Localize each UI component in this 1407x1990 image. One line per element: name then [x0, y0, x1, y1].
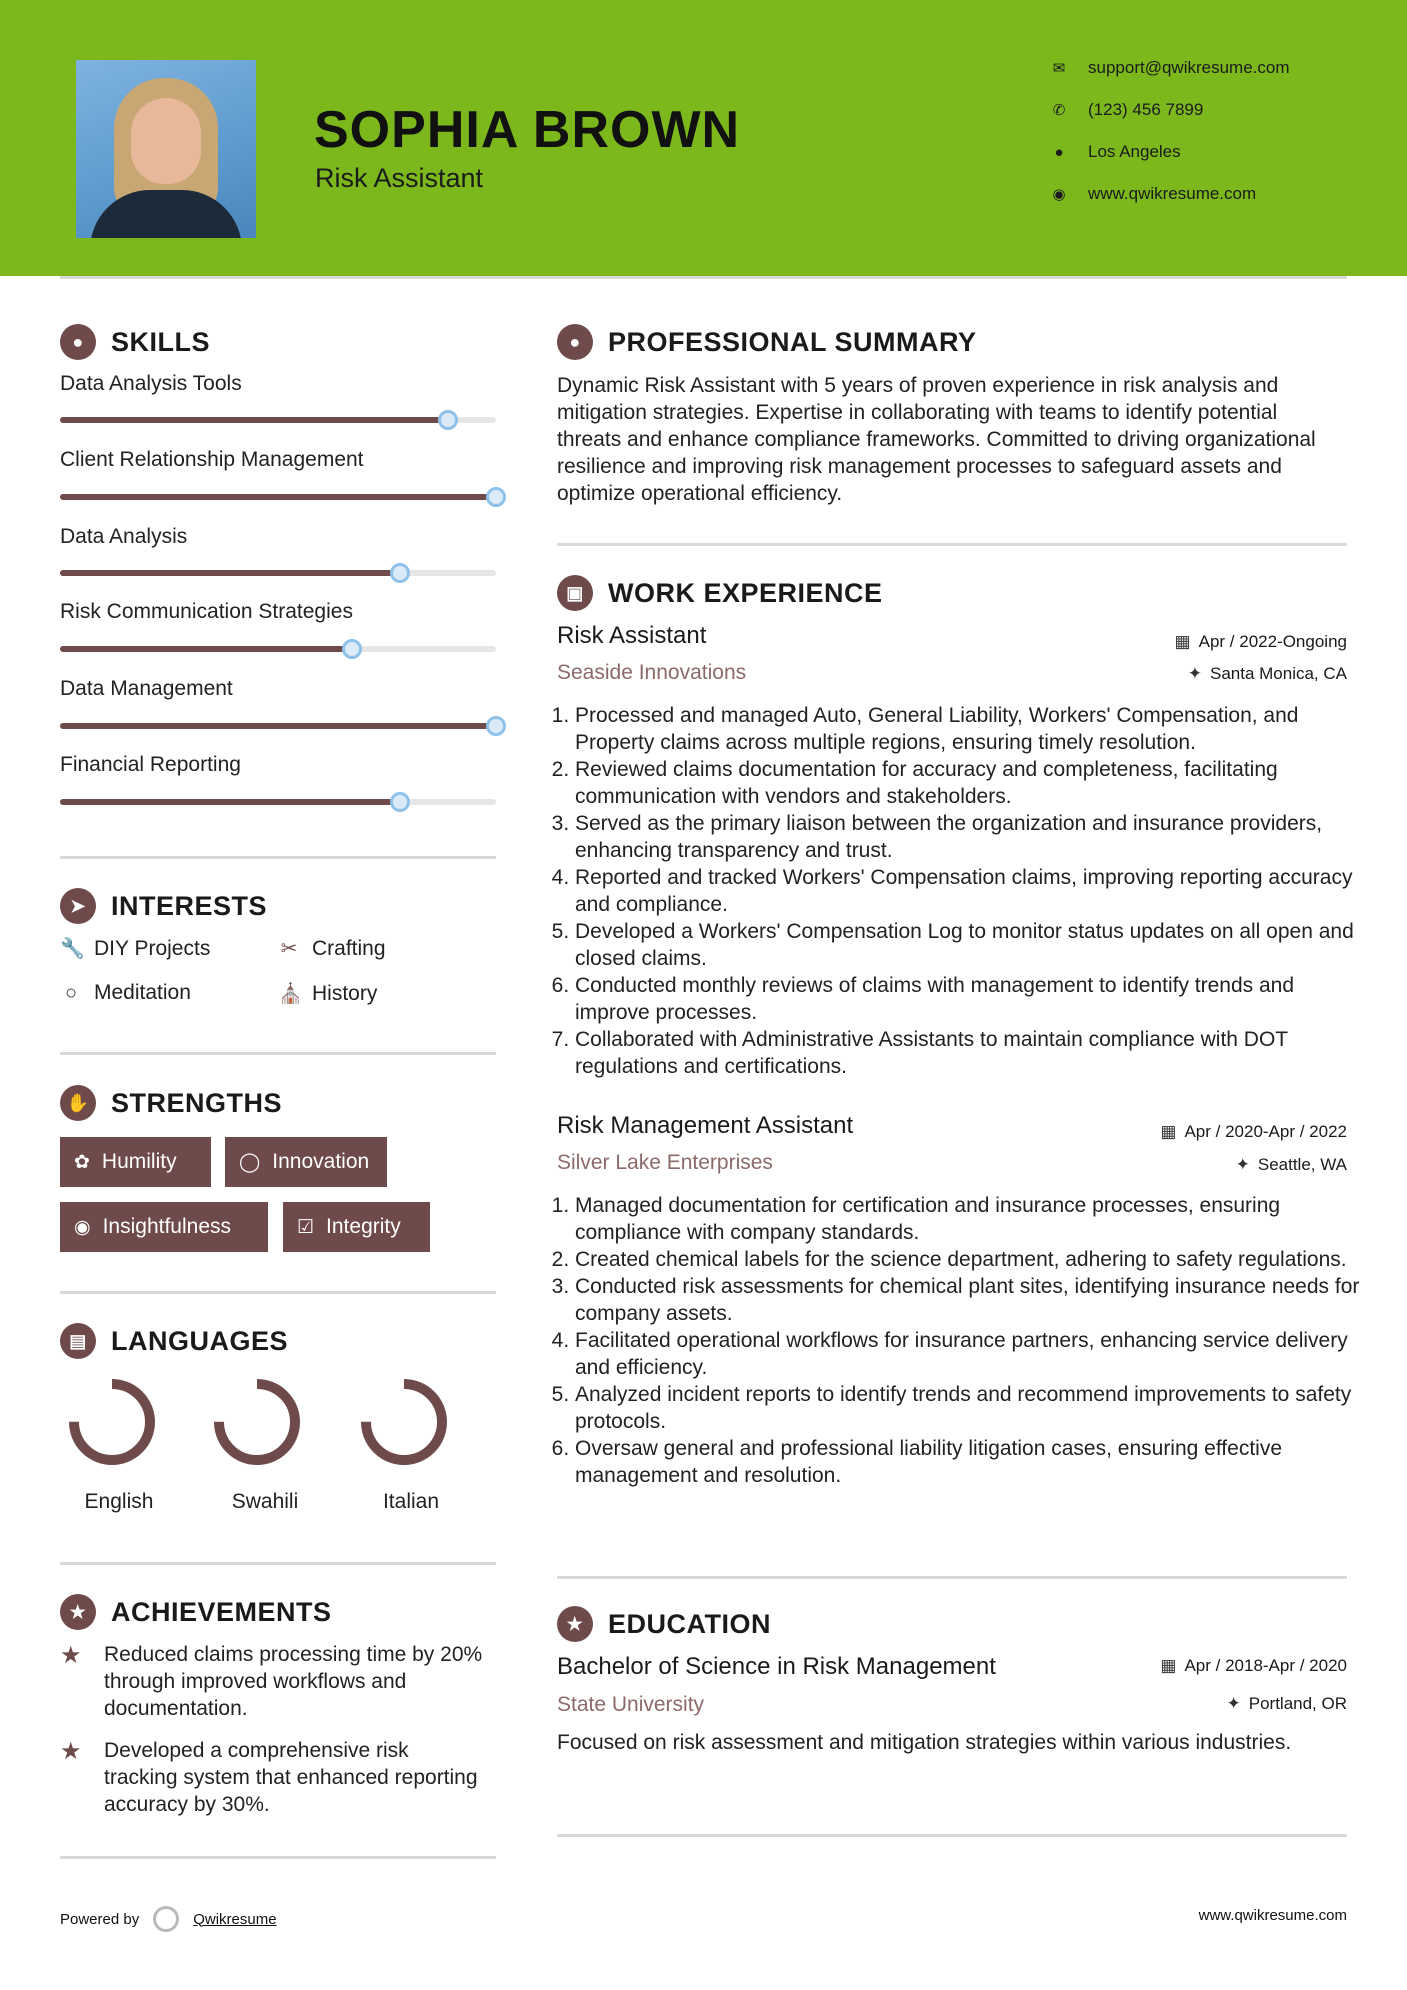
scissors-icon: ✂: [280, 938, 298, 960]
strength-tag: ☑ Integrity: [283, 1202, 430, 1252]
skill-bar-knob: [342, 639, 362, 659]
candidate-role: Risk Assistant: [315, 163, 484, 193]
strength-tag: ◯ Innovation: [225, 1137, 387, 1187]
duty-item: 5. Developed a Workers' Compensation Log to monitor status updates on all open and closed claims.: [575, 918, 1370, 972]
duty-item: 2. Created chemical labels for the science department, adhering to safety regulations.: [575, 1246, 1370, 1273]
pin-icon: ✦: [1235, 1155, 1250, 1174]
skill-bar: [60, 723, 496, 729]
pin-icon: ✦: [1226, 1694, 1241, 1713]
id-card-icon: ▤: [60, 1323, 96, 1359]
calendar-icon: ▦: [1160, 1122, 1177, 1141]
skill-bar-knob: [390, 563, 410, 583]
leaf-icon: ✿: [74, 1151, 90, 1173]
skill-bar-knob: [486, 716, 506, 736]
pin-icon: ✦: [1187, 664, 1202, 683]
skill-bar: [60, 646, 496, 652]
section-divider: [60, 1291, 496, 1294]
paper-plane-icon: ➤: [60, 888, 96, 924]
hand-icon: ✋: [60, 1085, 96, 1121]
achievement-item: ★ Developed a comprehensive risk tracking system that enhanced reporting accuracy by 30%.: [60, 1738, 478, 1816]
skill-bar: [60, 494, 496, 500]
job-title: Risk Assistant: [557, 622, 707, 649]
duty-item: 1. Managed documentation for certification and insurance processes, ensuring compliance with company standards.: [575, 1192, 1370, 1246]
duty-item: 3. Conducted risk assessments for chemical plant sites, identifying insurance needs for company assets.: [575, 1273, 1370, 1327]
candidate-name: SOPHIA BROWN: [314, 101, 741, 159]
lightbulb-icon: ●: [60, 324, 96, 360]
achievements-heading: ★ ACHIEVEMENTS: [60, 1594, 332, 1630]
duty-item: 6. Oversaw general and professional liability litigation cases, ensuring effective management and resolution.: [575, 1435, 1370, 1489]
skill-label: Financial Reporting: [60, 753, 241, 776]
eye-icon: ◉: [74, 1216, 91, 1238]
language-label: Italian: [382, 1490, 440, 1513]
company-name: Seaside Innovations: [557, 661, 747, 684]
duty-item: 4. Facilitated operational workflows for insurance partners, enhancing service delivery and efficiency.: [575, 1327, 1370, 1381]
circle-icon: ○: [64, 981, 78, 1004]
footer-powered-by: Powered by Qwikresume: [60, 1906, 277, 1932]
contact-location: ● Los Angeles: [1050, 142, 1181, 162]
interest-item: ⛪ History: [278, 981, 378, 1005]
education-dates: ▦ Apr / 2018-Apr / 2020: [1160, 1656, 1347, 1675]
section-divider: [557, 1834, 1347, 1837]
interests-heading: ➤ INTERESTS: [60, 888, 267, 924]
summary-text: Dynamic Risk Assistant with 5 years of proven experience in risk analysis and mitigation strategies. Expertise in collaborating with teams to identify potential threats and enhance compliance frameworks. Committed to driving organizational resilience and improving risk management processes to safeguard assets and optimize operational efficiency.: [557, 374, 1316, 505]
calendar-icon: ▦: [1174, 632, 1191, 651]
museum-icon: ⛪: [278, 983, 303, 1005]
strength-tag: ◉ Insightfulness: [60, 1202, 268, 1252]
contact-phone[interactable]: ✆ (123) 456 7899: [1050, 100, 1203, 120]
user-icon: ●: [557, 324, 593, 360]
skills-heading: ● SKILLS: [60, 324, 210, 360]
duty-item: 4. Reported and tracked Workers' Compensation claims, improving reporting accuracy and compliance.: [575, 864, 1370, 918]
job-dates: ▦ Apr / 2022-Ongoing: [1174, 632, 1347, 651]
interest-item: ○ Meditation: [60, 981, 191, 1005]
language-ring: [360, 1378, 448, 1466]
calendar-icon: ▦: [1160, 1656, 1177, 1675]
profile-photo: [76, 60, 256, 238]
education-text: Focused on risk assessment and mitigation strategies within various industries.: [557, 1731, 1292, 1754]
job-title: Risk Management Assistant: [557, 1112, 854, 1139]
star-badge-icon: ★: [60, 1594, 96, 1630]
section-divider: [60, 1562, 496, 1565]
job-dates: ▦ Apr / 2020-Apr / 2022: [1160, 1122, 1347, 1141]
brand-link[interactable]: Qwikresume: [193, 1910, 277, 1928]
duty-item: 6. Conducted monthly reviews of claims with management to identify trends and improve processes.: [575, 972, 1370, 1026]
job-duties: [557, 1192, 1370, 1489]
skill-bar: [60, 417, 496, 423]
strength-tag: ✿ Humility: [60, 1137, 211, 1187]
check-square-icon: ☑: [297, 1216, 315, 1238]
star-icon: ★: [60, 1642, 82, 1669]
school-name: State University: [557, 1693, 705, 1716]
interest-item: 🔧 DIY Projects: [60, 936, 211, 960]
duty-item: 7. Collaborated with Administrative Assistants to maintain compliance with DOT regulations and certifications.: [575, 1026, 1370, 1080]
section-divider: [557, 1576, 1347, 1579]
job-duties: [557, 702, 1370, 1080]
duty-item: 5. Analyzed incident reports to identify trends and recommend improvements to safety protocols.: [575, 1381, 1370, 1435]
map-pin-icon: ●: [1054, 143, 1064, 161]
skill-bar-knob: [486, 487, 506, 507]
skill-bar: [60, 799, 496, 805]
job-location: ✦ Seattle, WA: [1235, 1155, 1347, 1174]
globe-icon: ◉: [1052, 186, 1066, 203]
lightbulb-icon: ◯: [239, 1151, 261, 1173]
achievement-item: ★ Reduced claims processing time by 20% through improved workflows and documentation.: [60, 1642, 483, 1720]
duty-item: 3. Served as the primary liaison between the organization and insurance providers, enhancing transparency and trust.: [575, 810, 1370, 864]
skill-bar: [60, 570, 496, 576]
skill-label: Data Analysis Tools: [60, 372, 242, 395]
skill-label: Client Relationship Management: [60, 448, 364, 471]
phone-icon: ✆: [1052, 102, 1066, 119]
section-divider: [60, 1052, 496, 1055]
company-name: Silver Lake Enterprises: [557, 1151, 773, 1174]
language-ring: [68, 1378, 156, 1466]
contact-email[interactable]: ✉ support@qwikresume.com: [1050, 58, 1290, 78]
section-divider: [60, 856, 496, 859]
header-banner: [0, 0, 1407, 276]
education-heading: ★ EDUCATION: [557, 1606, 771, 1642]
qwikresume-logo-icon: [153, 1906, 179, 1932]
languages-heading: ▤ LANGUAGES: [60, 1323, 288, 1359]
interest-item: ✂ Crafting: [278, 936, 386, 961]
language-ring: [213, 1378, 301, 1466]
section-divider: [557, 543, 1347, 546]
skill-bar-knob: [390, 792, 410, 812]
envelope-icon: ✉: [1052, 60, 1066, 77]
header-divider: [60, 276, 1347, 279]
language-label: Swahili: [231, 1490, 299, 1513]
degree-title: Bachelor of Science in Risk Management: [557, 1653, 996, 1680]
briefcase-icon: ▣: [557, 575, 593, 611]
skill-label: Data Analysis: [60, 525, 188, 548]
strengths-heading: ✋ STRENGTHS: [60, 1085, 282, 1121]
duty-item: 1. Processed and managed Auto, General Liability, Workers' Compensation, and Property claims across multiple regions, ensuring timely resolution.: [575, 702, 1370, 756]
skill-label: Risk Communication Strategies: [60, 600, 353, 623]
job-location: ✦ Santa Monica, CA: [1187, 664, 1347, 683]
footer-url[interactable]: www.qwikresume.com: [1198, 1907, 1347, 1924]
duty-item: 2. Reviewed claims documentation for accuracy and completeness, facilitating communication with vendors and stakeholders.: [575, 756, 1370, 810]
education-location: ✦ Portland, OR: [1226, 1694, 1347, 1713]
contact-website[interactable]: ◉ www.qwikresume.com: [1050, 184, 1256, 204]
skill-label: Data Management: [60, 677, 233, 700]
graduation-icon: ★: [557, 1606, 593, 1642]
skill-bar-knob: [438, 410, 458, 430]
section-divider: [60, 1856, 496, 1859]
star-icon: ★: [60, 1738, 82, 1765]
experience-heading: ▣ WORK EXPERIENCE: [557, 575, 883, 611]
wrench-icon: 🔧: [60, 938, 85, 960]
language-label: English: [84, 1490, 154, 1513]
summary-heading: ● PROFESSIONAL SUMMARY: [557, 324, 977, 360]
